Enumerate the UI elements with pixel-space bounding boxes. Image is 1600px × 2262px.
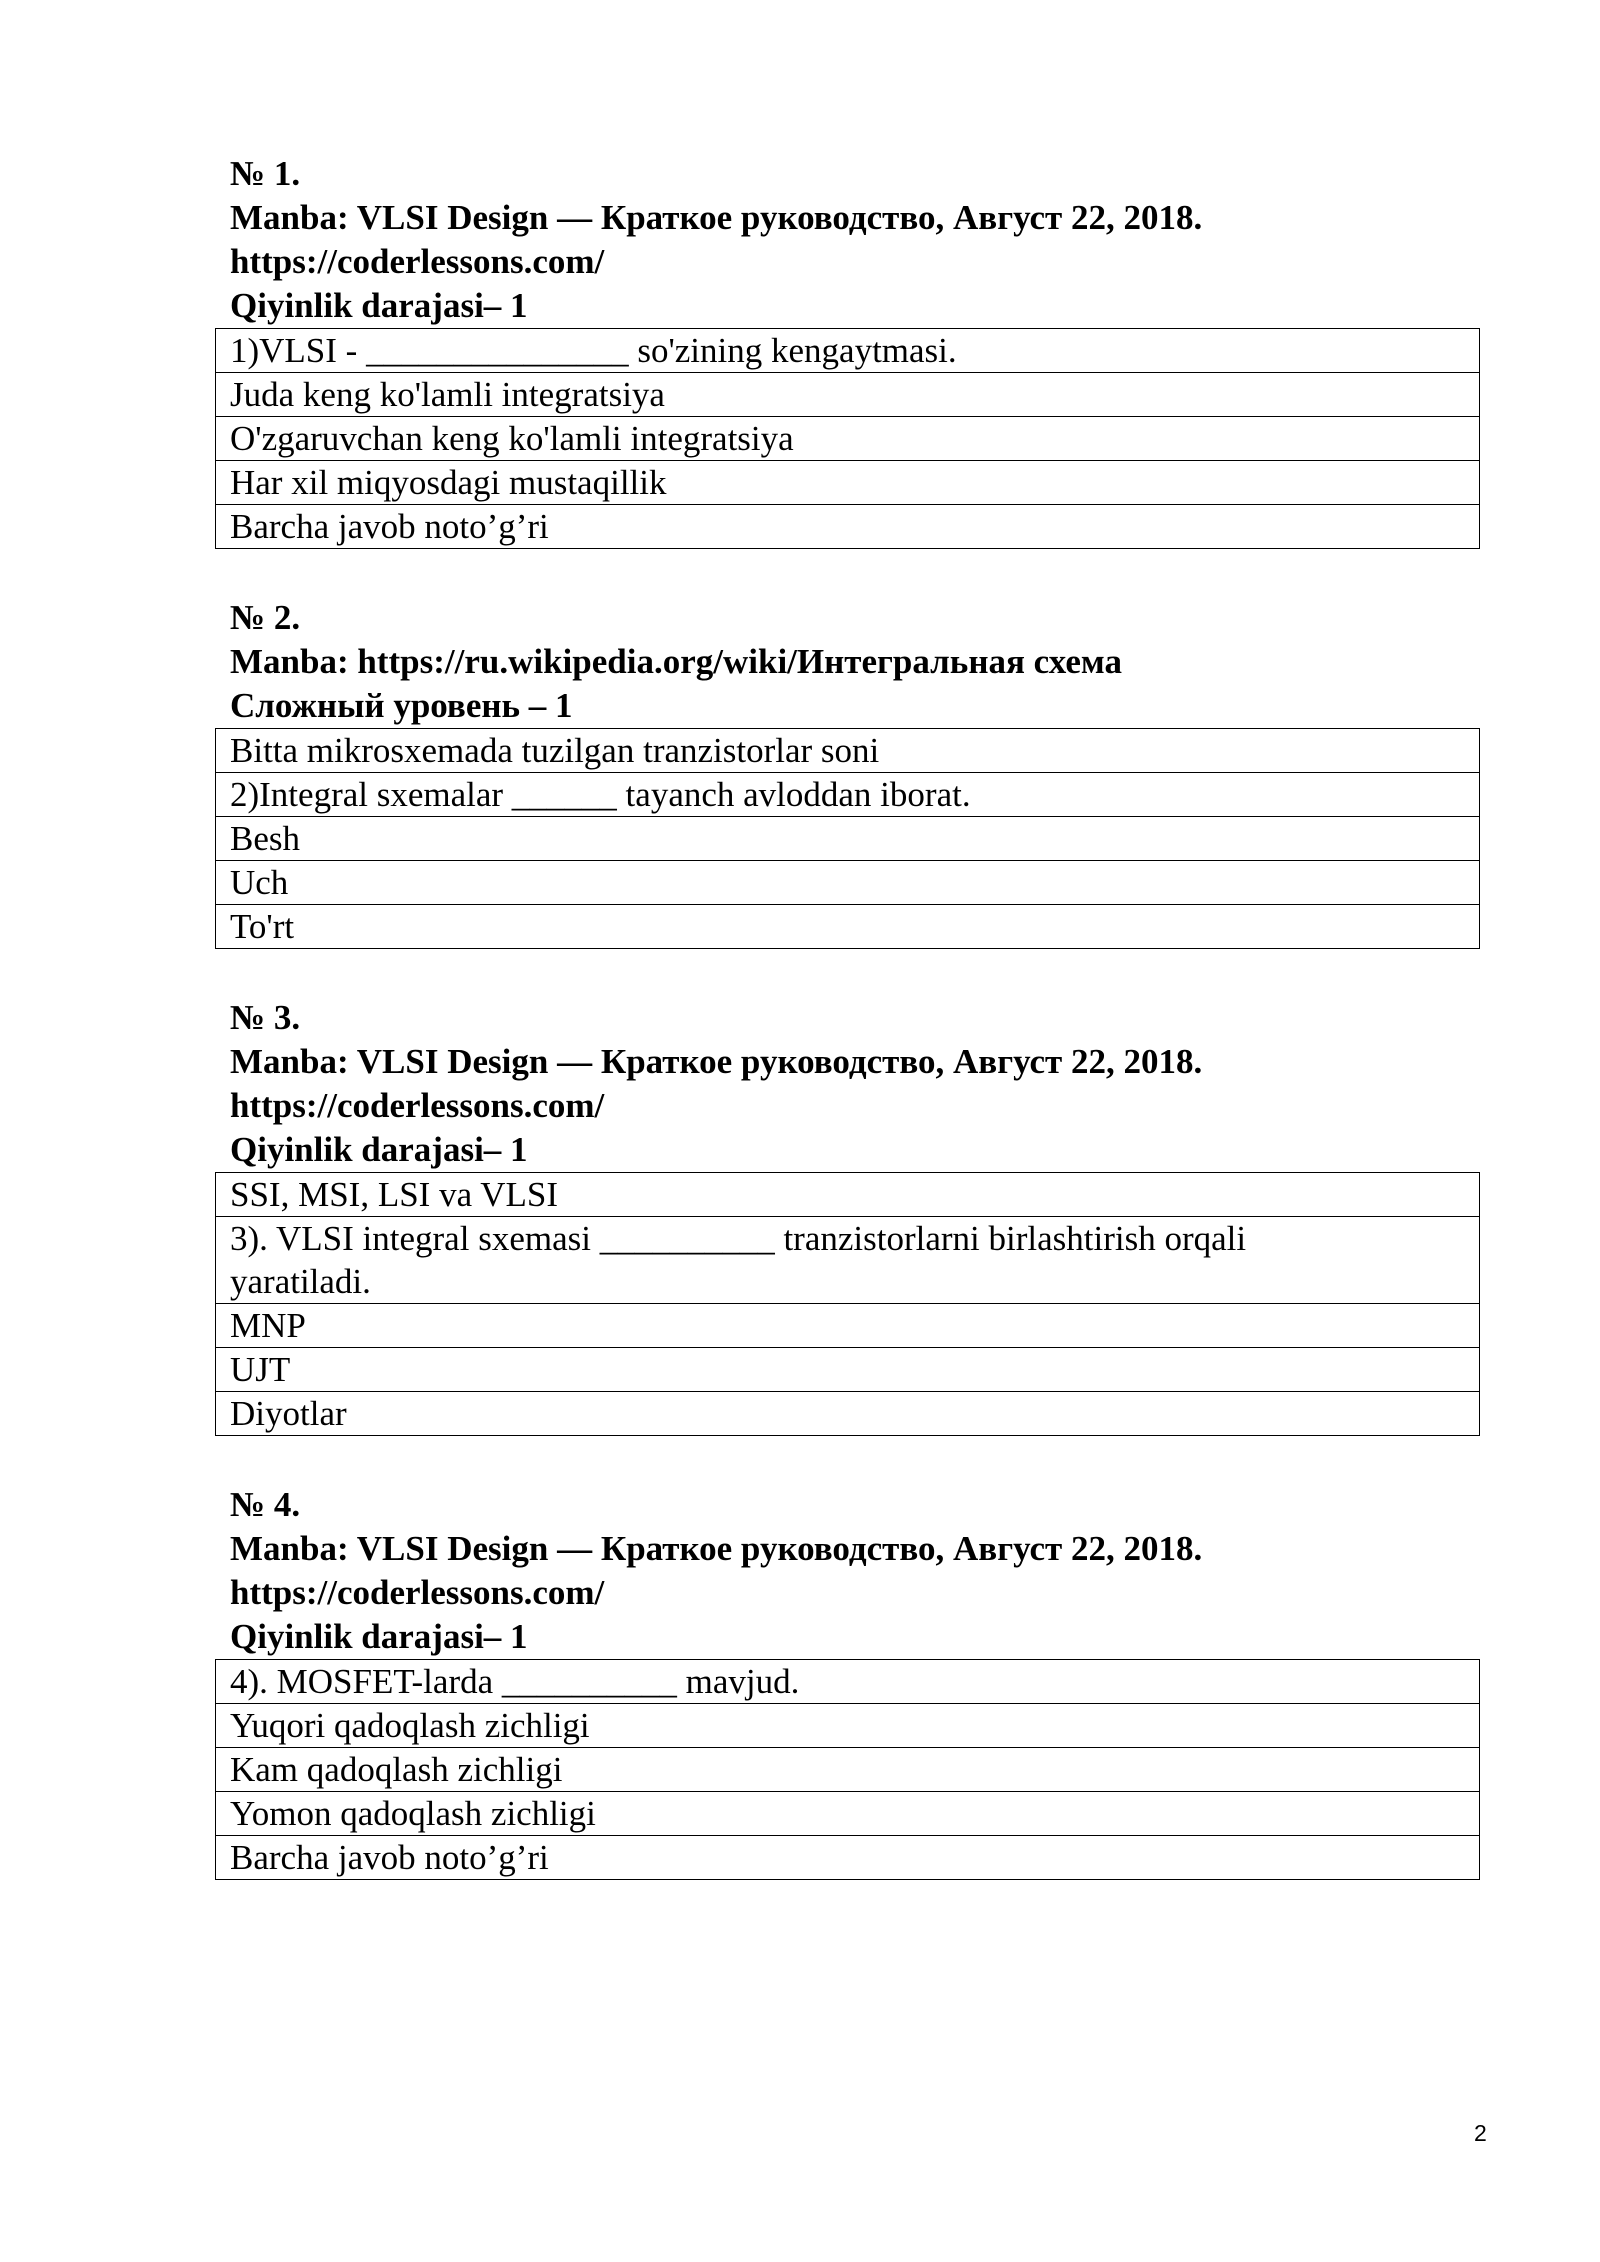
question-3 xyxy=(215,996,1480,1436)
question-url: https://coderlessons.com/ xyxy=(230,1573,605,1612)
table-row xyxy=(216,1173,1480,1217)
question-text: 2)Integral sxemalar ______ tayanch avloddan iborat. xyxy=(216,773,1480,817)
answer-option: Har xil miqyosdagi mustaqillik xyxy=(216,461,1480,505)
question-source: Manba: https://ru.wikipedia.org/wiki/Интегральная схема xyxy=(230,642,1123,681)
answer-option: MNP xyxy=(216,1304,1480,1348)
table-row xyxy=(216,329,1480,373)
answer-option: Bitta mikrosxemada tuzilgan tranzistorlar soni xyxy=(216,729,1480,773)
answer-option: Barcha javob noto’g’ri xyxy=(216,1836,1480,1880)
table-row xyxy=(216,773,1480,817)
question-text: 1)VLSI - _______________ so'zining kengaytmasi. xyxy=(216,329,1480,373)
table-row xyxy=(216,461,1480,505)
table-row xyxy=(216,1348,1480,1392)
page-number: 2 xyxy=(1474,2120,1487,2146)
question-table xyxy=(215,1659,1480,1880)
table-row xyxy=(216,417,1480,461)
question-level: Qiyinlik darajasi– 1 xyxy=(230,1617,528,1656)
table-row xyxy=(216,861,1480,905)
answer-option: SSI, MSI, LSI va VLSI xyxy=(216,1173,1480,1217)
table-row xyxy=(216,1704,1480,1748)
question-header xyxy=(230,1483,1480,1659)
question-table xyxy=(215,328,1480,549)
question-url: https://coderlessons.com/ xyxy=(230,242,605,281)
answer-option: Diyotlar xyxy=(216,1392,1480,1436)
question-header xyxy=(230,596,1480,728)
question-number: № 2. xyxy=(230,598,301,637)
question-header xyxy=(230,152,1480,328)
answer-option: O'zgaruvchan keng ko'lamli integratsiya xyxy=(216,417,1480,461)
question-text: 3). VLSI integral sxemasi __________ tranzistorlarni birlashtirish orqali yaratiladi. xyxy=(216,1217,1480,1304)
question-text: 4). MOSFET-larda __________ mavjud. xyxy=(216,1660,1480,1704)
table-row xyxy=(216,505,1480,549)
answer-option: UJT xyxy=(216,1348,1480,1392)
answer-option: Besh xyxy=(216,817,1480,861)
table-row xyxy=(216,1748,1480,1792)
table-row xyxy=(216,1217,1480,1304)
question-number: № 3. xyxy=(230,998,301,1037)
question-source: Manba: VLSI Design — Краткое руководство, Август 22, 2018. xyxy=(230,198,1203,237)
table-row xyxy=(216,1792,1480,1836)
question-level: Qiyinlik darajasi– 1 xyxy=(230,1130,528,1169)
question-level: Qiyinlik darajasi– 1 xyxy=(230,286,528,325)
table-row xyxy=(216,1836,1480,1880)
table-row xyxy=(216,373,1480,417)
question-url: https://coderlessons.com/ xyxy=(230,1086,605,1125)
table-row xyxy=(216,817,1480,861)
answer-option: Juda keng ko'lamli integratsiya xyxy=(216,373,1480,417)
table-row xyxy=(216,905,1480,949)
question-table xyxy=(215,728,1480,949)
question-1 xyxy=(215,152,1480,549)
table-row xyxy=(216,729,1480,773)
question-source: Manba: VLSI Design — Краткое руководство, Август 22, 2018. xyxy=(230,1529,1203,1568)
answer-option: Yomon qadoqlash zichligi xyxy=(216,1792,1480,1836)
question-4 xyxy=(215,1483,1480,1880)
question-number: № 4. xyxy=(230,1485,301,1524)
question-2 xyxy=(215,596,1480,949)
table-row xyxy=(216,1392,1480,1436)
question-table xyxy=(215,1172,1480,1436)
question-header xyxy=(230,996,1480,1172)
answer-option: Uch xyxy=(216,861,1480,905)
answer-option: Barcha javob noto’g’ri xyxy=(216,505,1480,549)
answer-option: Kam qadoqlash zichligi xyxy=(216,1748,1480,1792)
question-level: Сложный уровень – 1 xyxy=(230,686,573,725)
table-row xyxy=(216,1660,1480,1704)
answer-option: Yuqori qadoqlash zichligi xyxy=(216,1704,1480,1748)
answer-option: To'rt xyxy=(216,905,1480,949)
table-row xyxy=(216,1304,1480,1348)
question-number: № 1. xyxy=(230,154,301,193)
question-source: Manba: VLSI Design — Краткое руководство, Август 22, 2018. xyxy=(230,1042,1203,1081)
